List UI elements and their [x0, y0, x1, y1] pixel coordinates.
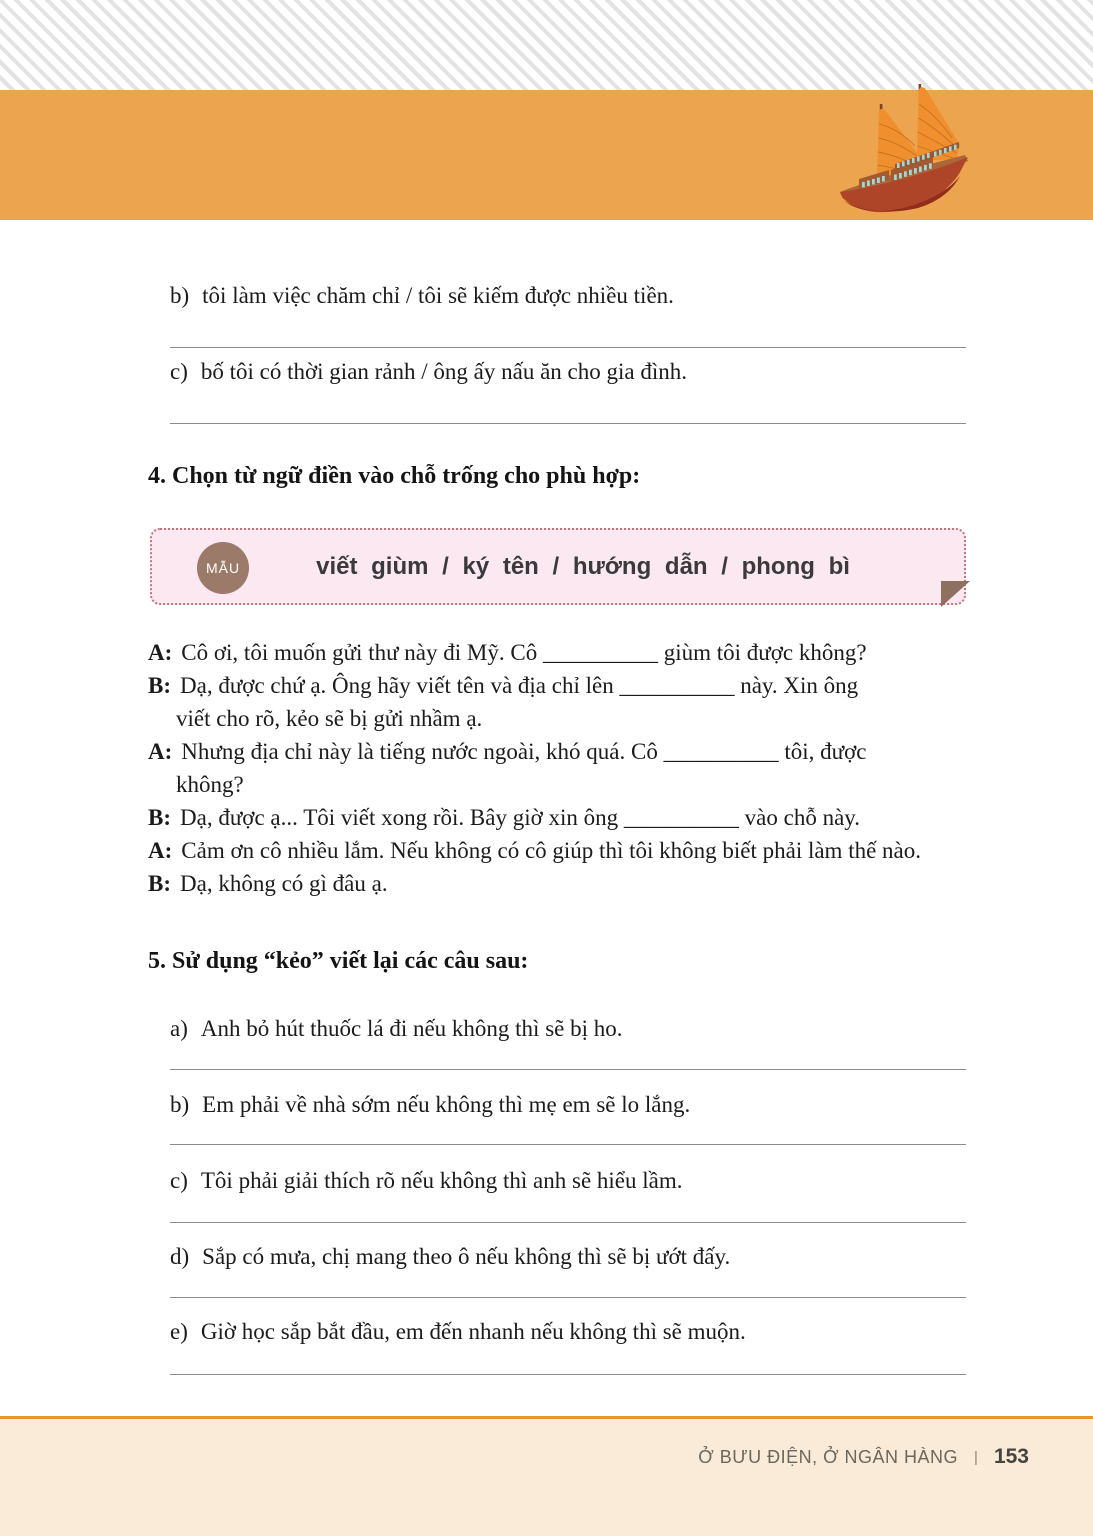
item-label: e)	[170, 1319, 188, 1344]
footer-separator: |	[974, 1448, 978, 1466]
exercise3-item-c	[170, 359, 687, 385]
answer-line-5c	[170, 1222, 966, 1223]
dialogue-line	[148, 702, 978, 735]
exercise4-heading: 4. Chọn từ ngữ điền vào chỗ trống cho phù hợp:	[148, 463, 641, 489]
answer-line-5d	[170, 1297, 966, 1298]
exercise5-item-a	[170, 1016, 623, 1042]
dialogue-line	[148, 834, 978, 867]
item-label: c)	[170, 359, 188, 384]
item-label: d)	[170, 1244, 190, 1269]
exercise5-item-b	[170, 1092, 690, 1118]
answer-line-5e	[170, 1374, 966, 1375]
dialogue-line	[148, 735, 978, 768]
dialogue-text: Dạ, được ạ... Tôi viết xong rồi. Bây giờ xin ông __________ vào chỗ này.	[180, 805, 861, 830]
speaker-label: B:	[148, 673, 171, 698]
diagonal-stripes-decoration	[0, 0, 1093, 90]
dialogue-text: Cảm ơn cô nhiều lắm. Nếu không có cô giúp thì tôi không biết phải làm thế nào.	[181, 838, 921, 863]
exercise5-item-d	[170, 1244, 730, 1270]
item-label: c)	[170, 1168, 188, 1193]
dialogue-line	[148, 669, 978, 702]
item-text: tôi làm việc chăm chỉ / tôi sẽ kiếm được nhiều tiền.	[202, 283, 674, 308]
item-text: Tôi phải giải thích rõ nếu không thì anh sẽ hiểu lầm.	[200, 1168, 683, 1193]
sample-badge: MẪU	[197, 542, 249, 594]
item-label: b)	[170, 283, 190, 308]
word-bank-box	[150, 528, 966, 605]
dialogue-text: viết cho rõ, kẻo sẽ bị gửi nhầm ạ.	[176, 706, 483, 731]
word-bank-words: viết giùm / ký tên / hướng dẫn / phong bì	[316, 552, 850, 580]
speaker-label: B:	[148, 805, 171, 830]
item-text: Giờ học sắp bắt đầu, em đến nhanh nếu không thì sẽ muộn.	[200, 1319, 746, 1344]
dialogue-text: Dạ, được chứ ạ. Ông hãy viết tên và địa chỉ lên __________ này. Xin ông	[180, 673, 859, 698]
dialogue-text: Dạ, không có gì đâu ạ.	[180, 871, 388, 896]
speaker-label: B:	[148, 871, 171, 896]
exercise3-item-b	[170, 283, 674, 309]
dialogue-text: Nhưng địa chỉ này là tiếng nước ngoài, khó quá. Cô __________ tôi, được	[181, 739, 867, 764]
dialogue	[148, 636, 978, 900]
dialogue-text: không?	[176, 772, 244, 797]
answer-line-3c	[170, 423, 966, 424]
dialogue-line	[148, 768, 978, 801]
dialogue-line	[148, 801, 978, 834]
footer-chapter-title: Ở BƯU ĐIỆN, Ở NGÂN HÀNG	[698, 1446, 959, 1467]
footer-row	[698, 1445, 1029, 1469]
item-text: bố tôi có thời gian rảnh / ông ấy nấu ăn cho gia đình.	[200, 359, 687, 384]
footer-page-number: 153	[993, 1445, 1029, 1468]
item-text: Anh bỏ hút thuốc lá đi nếu không thì sẽ bị ho.	[200, 1016, 623, 1041]
answer-line-5a	[170, 1069, 966, 1070]
answer-line-5b	[170, 1144, 966, 1145]
item-text: Sắp có mưa, chị mang theo ô nếu không thì sẽ bị ướt đấy.	[202, 1244, 731, 1269]
dialogue-line	[148, 636, 978, 669]
speaker-label: A:	[148, 838, 173, 863]
answer-line-3b	[170, 347, 966, 348]
speaker-label: A:	[148, 640, 173, 665]
footer-bar	[0, 1419, 1093, 1536]
exercise5-heading: 5. Sử dụng “kẻo” viết lại các câu sau:	[148, 948, 529, 974]
exercise5-item-c	[170, 1168, 683, 1194]
speaker-label: A:	[148, 739, 173, 764]
item-text: Em phải về nhà sớm nếu không thì mẹ em sẽ lo lắng.	[202, 1092, 691, 1117]
dialogue-line	[148, 867, 978, 900]
item-label: a)	[170, 1016, 188, 1041]
item-label: b)	[170, 1092, 190, 1117]
exercise5-item-e	[170, 1319, 746, 1345]
dialogue-text: Cô ơi, tôi muốn gửi thư này đi Mỹ. Cô __________ giùm tôi được không?	[181, 640, 867, 665]
junk-boat-illustration	[833, 82, 978, 218]
